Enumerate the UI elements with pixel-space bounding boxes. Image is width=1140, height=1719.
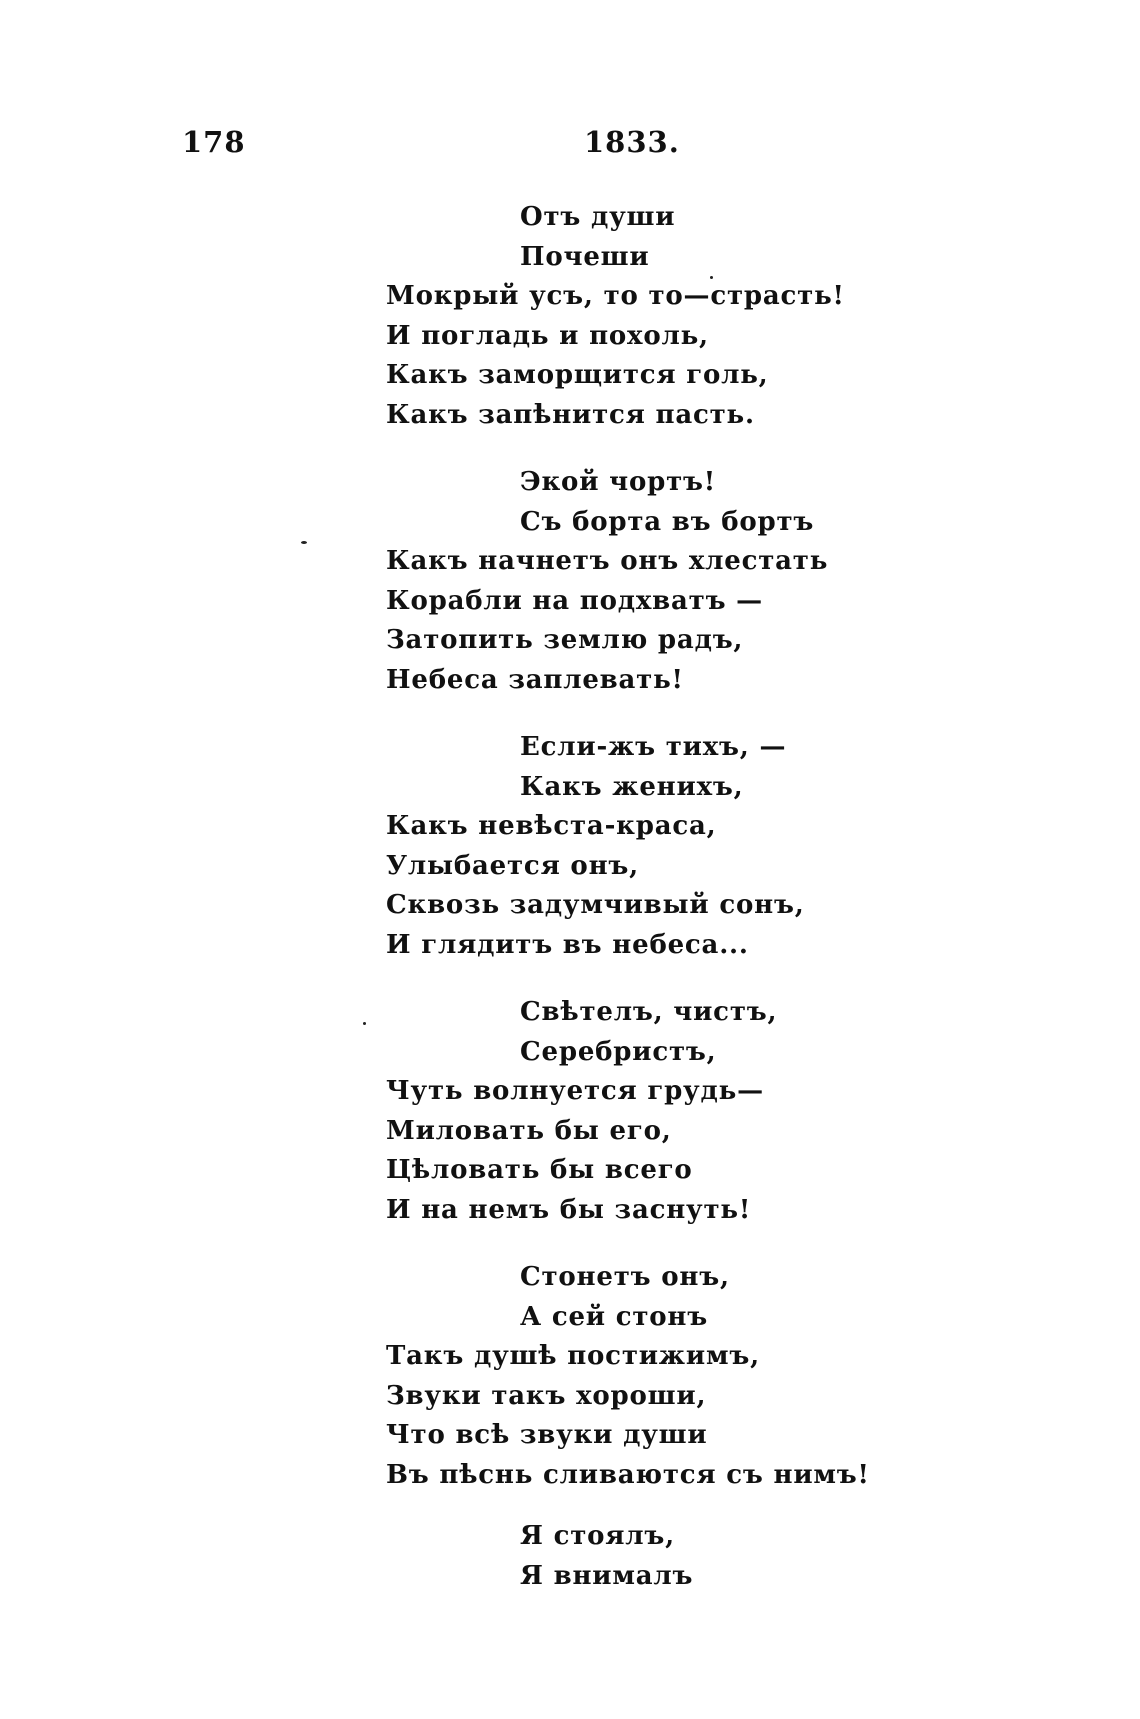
verse-line: А сей стонъ <box>520 1301 708 1332</box>
stanza-gap <box>386 700 946 728</box>
page-number: 178 <box>182 125 246 159</box>
verse-line: Отъ души <box>520 202 676 232</box>
verse-line: Стонетъ онъ, <box>520 1262 730 1292</box>
stanza-gap <box>386 435 946 463</box>
stanza <box>386 463 946 700</box>
print-speck <box>710 276 713 279</box>
verse-line: Какъ женихъ, <box>520 771 744 802</box>
verse-line: Серебристъ, <box>520 1036 717 1067</box>
verse-line: Мокрый усъ, то то—страсть! <box>386 281 845 311</box>
verse-line: Я внималъ <box>520 1560 694 1591</box>
verse-line: Корабли на подхватъ — <box>386 585 763 616</box>
print-speck <box>301 541 307 544</box>
stanza <box>386 1258 946 1495</box>
verse-line: Почеши <box>520 241 650 272</box>
running-title-year: 1833. <box>584 125 680 159</box>
verse-line: Небеса заплевать! <box>386 664 684 695</box>
verse-line: Сквозь задумчивый сонъ, <box>386 890 805 920</box>
verse-line: И на немъ бы заснуть! <box>386 1194 752 1225</box>
stanza <box>386 993 946 1230</box>
poem-body <box>386 198 946 1596</box>
verse-line: Улыбается онъ, <box>386 850 639 881</box>
verse-line: Чуть волнуется грудь— <box>386 1076 764 1106</box>
verse-line: Съ борта въ бортъ <box>520 506 815 537</box>
verse-line: Какъ запѣнится пасть. <box>386 399 755 430</box>
stanza-gap <box>386 1495 946 1517</box>
verse-line: Какъ невѣста-краса, <box>386 811 717 841</box>
verse-line: Звуки такъ хороши, <box>386 1380 707 1411</box>
stanza-gap <box>386 965 946 993</box>
stanza <box>386 728 946 965</box>
stanza <box>386 1517 946 1596</box>
verse-line: Такъ душѣ постижимъ, <box>386 1341 760 1371</box>
stanza <box>386 198 946 435</box>
verse-line: Если-жъ тихъ, — <box>520 732 787 762</box>
print-speck <box>363 1022 366 1025</box>
stanza-gap <box>386 1230 946 1258</box>
verse-line: И глядитъ въ небеса... <box>386 929 749 960</box>
verse-line: Что всѣ звуки души <box>386 1420 708 1450</box>
verse-line: Какъ начнетъ онъ хлестать <box>386 546 829 576</box>
verse-line: Экой чортъ! <box>520 467 716 497</box>
verse-line: Цѣловать бы всего <box>386 1155 693 1185</box>
verse-line: Я стоялъ, <box>520 1521 675 1551</box>
verse-line: Какъ заморщится голь, <box>386 360 769 390</box>
verse-line: Затопить землю радъ, <box>386 625 744 655</box>
page-header <box>0 125 1140 169</box>
verse-line: Въ пѣснь сливаются съ нимъ! <box>386 1459 870 1490</box>
verse-line: И погладь и похоль, <box>386 320 709 351</box>
verse-line: Миловать бы его, <box>386 1115 672 1146</box>
verse-line: Свѣтелъ, чистъ, <box>520 997 778 1027</box>
